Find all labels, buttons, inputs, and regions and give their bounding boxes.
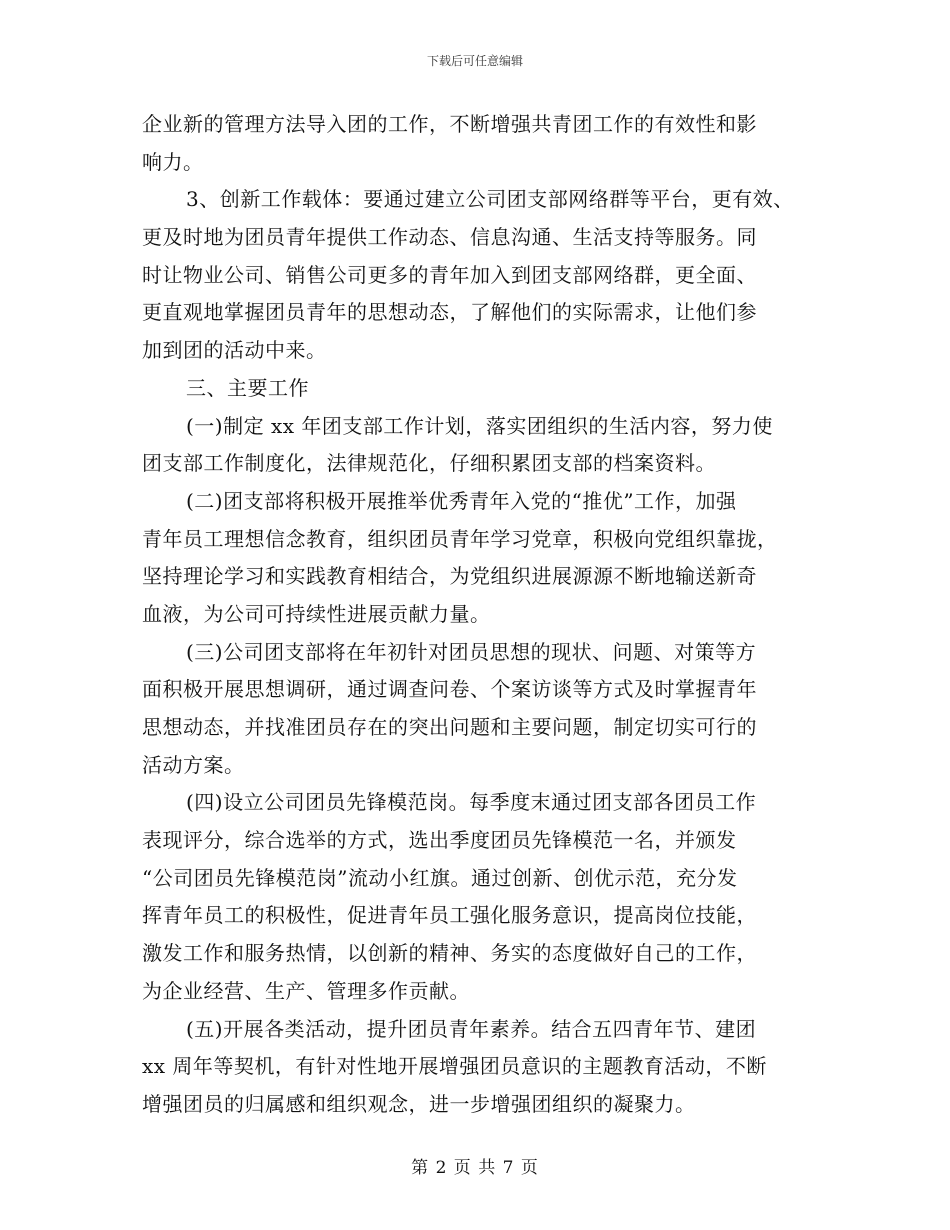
text-line: 企业新的管理方法导入团的工作，不断增强共青团工作的有效性和影	[142, 112, 757, 136]
text-line: 血液，为公司可持续性进展贡献力量。	[142, 601, 491, 626]
text-line: 增强团员的归属感和组织观念，进一步增强团组织的凝聚力。	[142, 1091, 696, 1116]
document-body	[142, 106, 832, 1124]
text-line: 更及时地为团员青年提供工作动态、信息沟通、生活支持等服务。同	[142, 225, 757, 250]
text-line: (三)公司团支部将在年初针对团员思想的现状、问题、对策等方	[186, 639, 757, 664]
text-line: 激发工作和服务热情，以创新的精神、务实的态度做好自己的工作，	[142, 941, 757, 966]
text-line: 坚持理论学习和实践教育相结合，为党组织进展源源不断地输送新奇	[142, 564, 757, 589]
text-line: 青年员工理想信念教育，组织团员青年学习党章，积极向党组织靠拢，	[142, 526, 778, 551]
text-line: (一)制定 xx 年团支部工作计划，落实团组织的生活内容，努力使	[186, 413, 773, 438]
text-line: 面积极开展思想调研，通过调查问卷、个案访谈等方式及时掌握青年	[142, 677, 757, 702]
text-line: “公司团员先锋模范岗”流动小红旗。通过创新、创优示范，充分发	[142, 865, 738, 890]
text-line: (二)团支部将积极开展推举优秀青年入党的“推优”工作，加强	[186, 488, 737, 513]
text-line: 时让物业公司、销售公司更多的青年加入到团支部网络群，更全面、	[142, 262, 757, 287]
page-number-footer: 第 2 页 共 7 页	[411, 1158, 539, 1178]
text-line: 响力。	[142, 149, 204, 174]
text-line: 加到团的活动中来。	[142, 338, 327, 363]
text-line: 更直观地掌握团员青年的思想动态，了解他们的实际需求，让他们参	[142, 300, 757, 325]
text-line: (四)设立公司团员先锋模范岗。每季度末通过团支部各团员工作	[186, 790, 757, 815]
text-line: 思想动态，并找准团员存在的突出问题和主要问题，制定切实可行的	[142, 715, 757, 739]
text-line: 挥青年员工的积极性，促进青年员工强化服务意识，提高岗位技能，	[142, 903, 757, 928]
section-heading: 三、主要工作	[186, 375, 309, 400]
text-line: 团支部工作制度化，法律规范化，仔细积累团支部的档案资料。	[142, 451, 716, 476]
text-line: 表现评分，综合选举的方式，选出季度团员先锋模范一名，并颁发	[142, 828, 737, 853]
text-line: 3、创新工作载体：要通过建立公司团支部网络群等平台，更有效、	[186, 187, 794, 212]
text-line: 活动方案。	[142, 752, 245, 777]
page-header: 下载后可任意编辑	[426, 54, 523, 68]
text-line: xx 周年等契机，有针对性地开展增强团员意识的主题教育活动，不断	[142, 1054, 767, 1079]
text-line: 为企业经营、生产、管理多作贡献。	[142, 978, 470, 1003]
text-line: (五)开展各类活动，提升团员青年素养。结合五四青年节、建团	[186, 1016, 757, 1041]
